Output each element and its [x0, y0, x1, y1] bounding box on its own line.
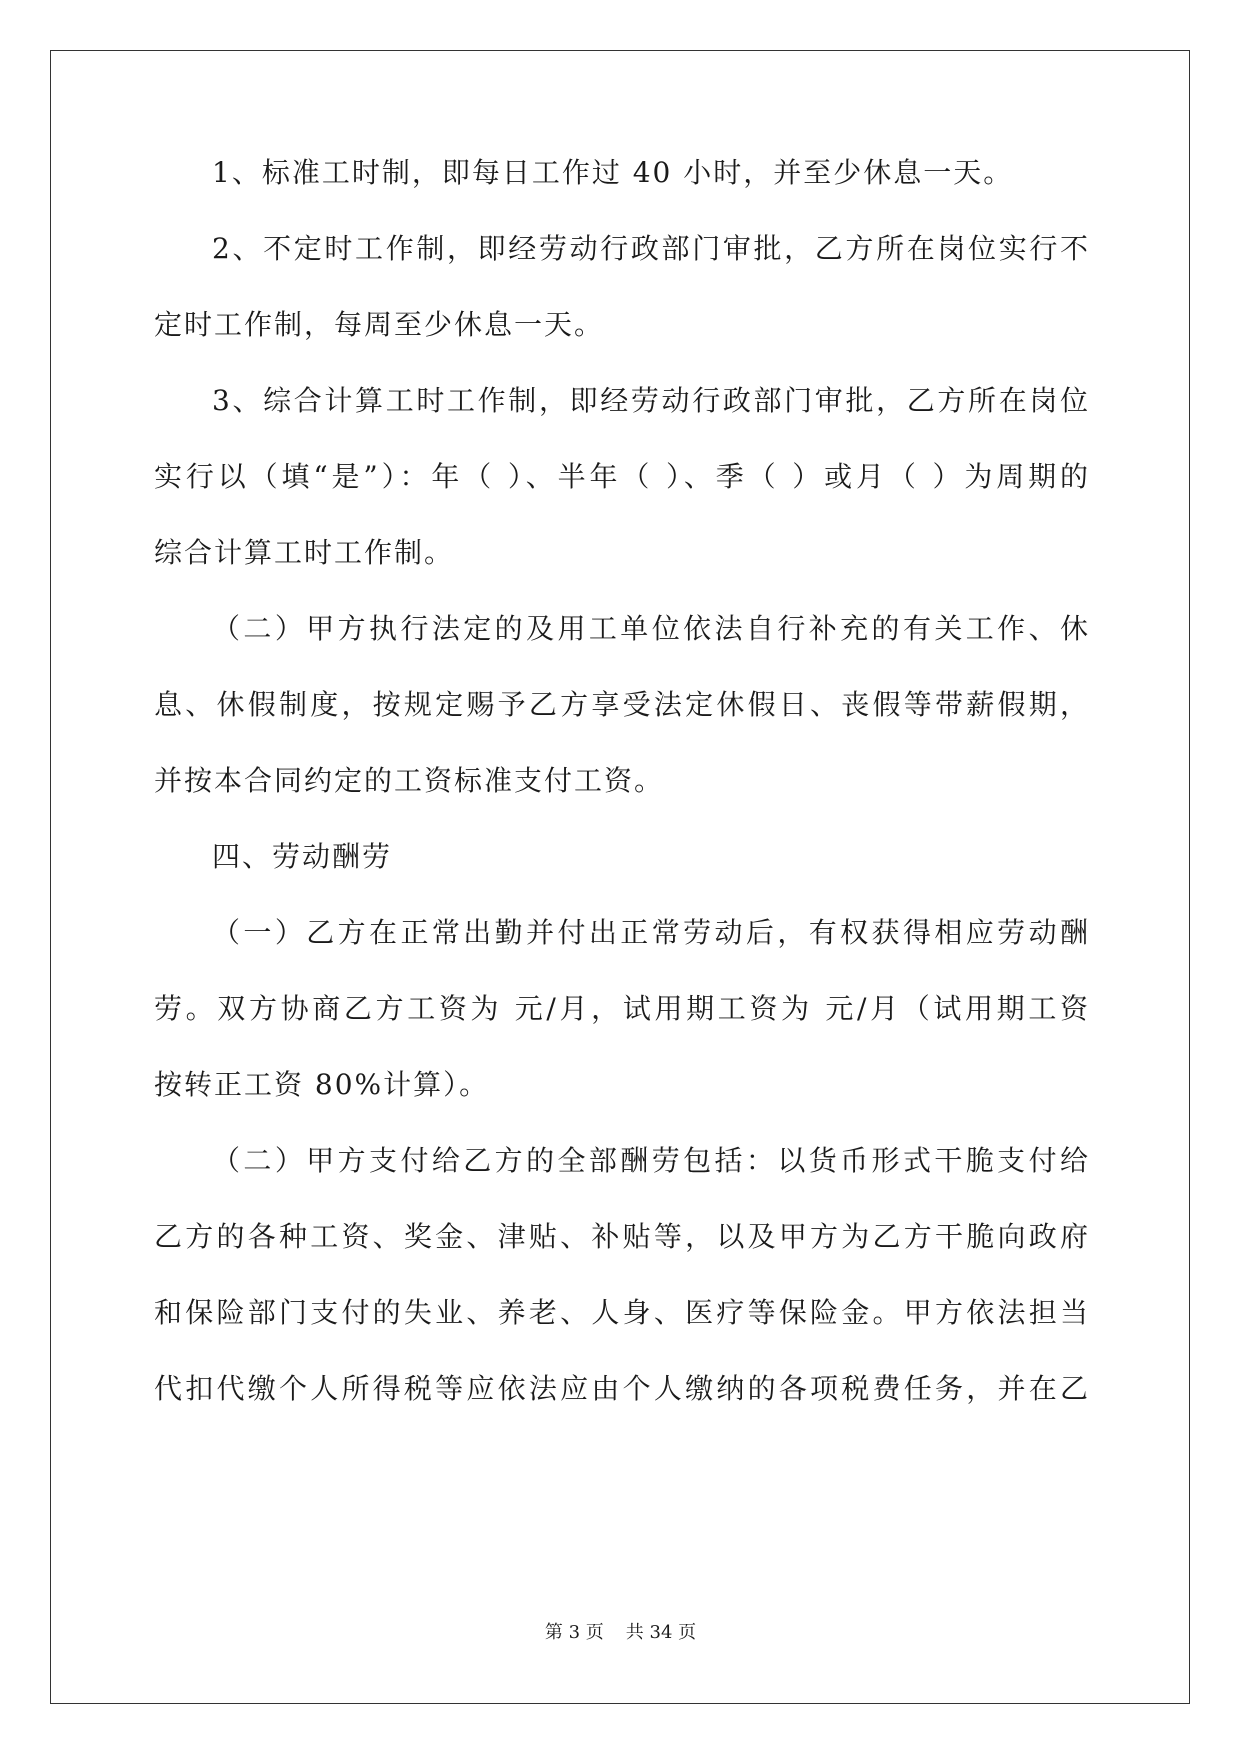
paragraph-line: 代扣代缴个人所得税等应依法应由个人缴纳的各项税费任务，并在乙	[154, 1372, 1088, 1405]
page-footer	[0, 1622, 1241, 1644]
paragraph-line: 按转正工资 80%计算）。	[154, 1068, 490, 1101]
paragraph-line: 并按本合同约定的工资标准支付工资。	[154, 764, 665, 797]
paragraph-line: 和保险部门支付的失业、养老、人身、医疗等保险金。甲方依法担当	[154, 1296, 1088, 1329]
paragraph-line: 3、综合计算工时工作制，即经劳动行政部门审批，乙方所在岗位	[212, 384, 1088, 417]
paragraph-line: 劳。双方协商乙方工资为 元/月，试用期工资为 元/月（试用期工资	[154, 992, 1088, 1025]
page-total: 共 34 页	[625, 1622, 697, 1643]
page-border	[50, 50, 1190, 1704]
paragraph-line: （一）乙方在正常出勤并付出正常劳动后，有权获得相应劳动酬	[212, 916, 1088, 949]
paragraph-line: 1、标准工时制，即每日工作过 40 小时，并至少休息一天。	[212, 156, 1014, 189]
paragraph-line: 2、不定时工作制，即经劳动行政部门审批，乙方所在岗位实行不	[212, 232, 1088, 265]
paragraph-line: 综合计算工时工作制。	[154, 536, 455, 569]
page-number: 第 3 页	[544, 1622, 604, 1643]
paragraph-line: 实行以（填“是”）：年（ ）、半年（ ）、季（ ）或月（ ）为周期的	[154, 460, 1088, 493]
paragraph-line: 定时工作制，每周至少休息一天。	[154, 308, 605, 341]
paragraph-line: 息、休假制度，按规定赐予乙方享受法定休假日、丧假等带薪假期，	[154, 688, 1088, 721]
paragraph-line: （二）甲方执行法定的及用工单位依法自行补充的有关工作、休	[212, 612, 1088, 645]
section-heading: 四、劳动酬劳	[212, 840, 393, 873]
paragraph-line: （二）甲方支付给乙方的全部酬劳包括：以货币形式干脆支付给	[212, 1144, 1088, 1177]
paragraph-line: 乙方的各种工资、奖金、津贴、补贴等，以及甲方为乙方干脆向政府	[154, 1220, 1088, 1253]
